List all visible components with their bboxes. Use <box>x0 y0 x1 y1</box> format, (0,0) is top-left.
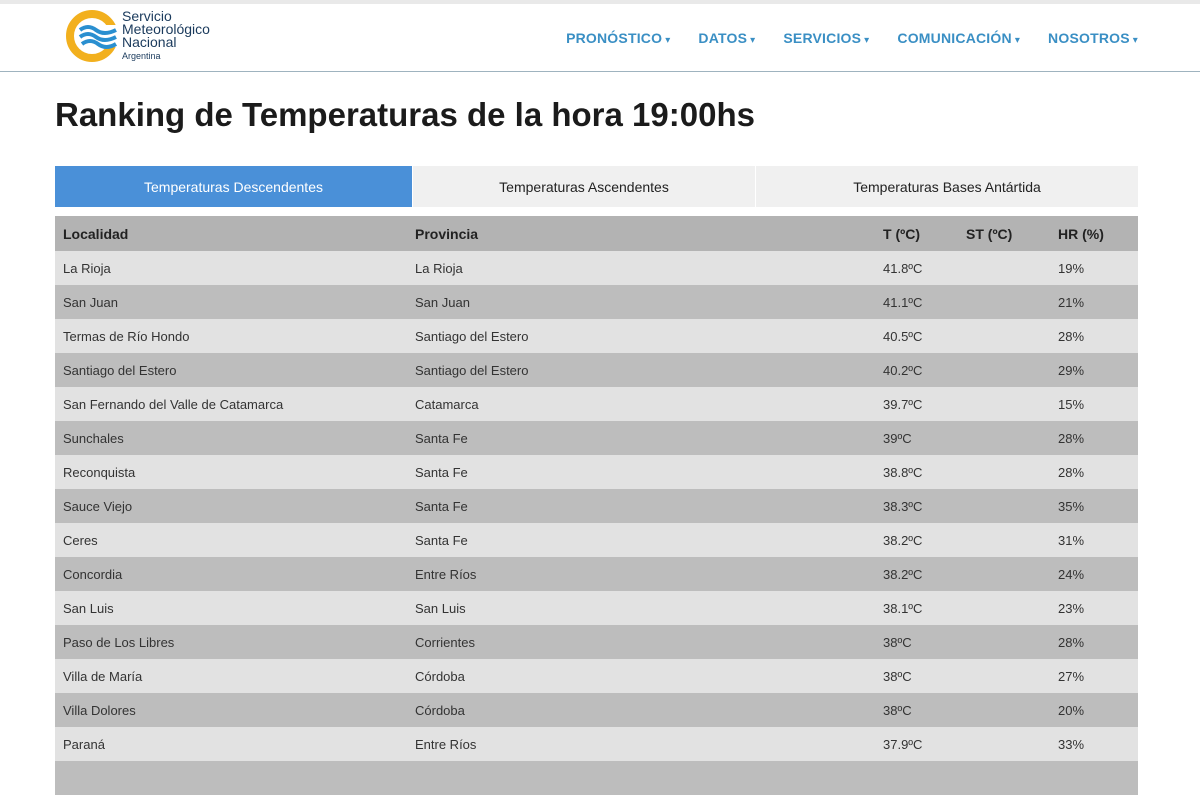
nav-nosotros[interactable] <box>1048 30 1138 46</box>
cell-provincia <box>407 761 875 795</box>
cell-sensacion-termica <box>958 489 1050 523</box>
cell-sensacion-termica <box>958 557 1050 591</box>
caret-down-icon: ▾ <box>1014 35 1021 46</box>
table-row <box>55 761 1138 795</box>
cell-temperatura: 38.2ºC <box>875 557 958 591</box>
cell-localidad: Sunchales <box>55 421 407 455</box>
temperature-ranking-table <box>55 216 1138 795</box>
cell-humedad: 33% <box>1050 727 1138 761</box>
nav-label: DATOS <box>698 30 748 46</box>
cell-sensacion-termica <box>958 455 1050 489</box>
cell-sensacion-termica <box>958 285 1050 319</box>
cell-provincia: Santiago del Estero <box>407 319 875 353</box>
cell-localidad: Santiago del Estero <box>55 353 407 387</box>
cell-sensacion-termica <box>958 625 1050 659</box>
cell-provincia: Santa Fe <box>407 421 875 455</box>
page-title: Ranking de Temperaturas de la hora 19:00hs <box>55 96 755 133</box>
cell-humedad: 28% <box>1050 625 1138 659</box>
cell-humedad: 28% <box>1050 319 1138 353</box>
cell-localidad: Villa Dolores <box>55 693 407 727</box>
cell-localidad: Ceres <box>55 523 407 557</box>
cell-sensacion-termica <box>958 761 1050 795</box>
cell-humedad: 35% <box>1050 489 1138 523</box>
cell-provincia: Entre Ríos <box>407 557 875 591</box>
cell-temperatura: 38ºC <box>875 693 958 727</box>
header-provincia: Provincia <box>407 216 875 251</box>
cell-localidad: San Juan <box>55 285 407 319</box>
cell-localidad: La Rioja <box>55 251 407 285</box>
header-temperatura: T (ºC) <box>875 216 958 251</box>
cell-sensacion-termica <box>958 727 1050 761</box>
header-sensacion-termica: ST (ºC) <box>958 216 1050 251</box>
cell-sensacion-termica <box>958 591 1050 625</box>
cell-localidad: Reconquista <box>55 455 407 489</box>
table-body <box>55 251 1138 795</box>
cell-localidad: Sauce Viejo <box>55 489 407 523</box>
logo-text <box>122 7 210 63</box>
cell-localidad: San Fernando del Valle de Catamarca <box>55 387 407 421</box>
caret-down-icon: ▾ <box>750 35 756 46</box>
nav-label: PRONÓSTICO <box>566 30 663 46</box>
nav-servicios[interactable] <box>783 30 869 46</box>
table-row <box>55 353 1138 387</box>
caret-down-icon: ▾ <box>665 35 671 46</box>
smn-logo-icon <box>64 8 120 64</box>
table-row <box>55 489 1138 523</box>
top-navbar <box>0 0 1200 72</box>
cell-provincia: Corrientes <box>407 625 875 659</box>
tab-temperaturas-antartida[interactable]: Temperaturas Bases Antártida <box>853 178 1041 195</box>
cell-humedad: 29% <box>1050 353 1138 387</box>
cell-humedad: 19% <box>1050 251 1138 285</box>
cell-temperatura: 38.1ºC <box>875 591 958 625</box>
table-row <box>55 455 1138 489</box>
cell-humedad: 31% <box>1050 523 1138 557</box>
cell-temperatura: 40.5ºC <box>875 319 958 353</box>
nav-label: SERVICIOS <box>783 30 862 46</box>
table-row <box>55 387 1138 421</box>
table-row <box>55 251 1138 285</box>
cell-humedad: 23% <box>1050 591 1138 625</box>
cell-sensacion-termica <box>958 353 1050 387</box>
cell-provincia: Entre Ríos <box>407 727 875 761</box>
cell-humedad: 28% <box>1050 421 1138 455</box>
cell-temperatura: 39.7ºC <box>875 387 958 421</box>
smn-logo[interactable] <box>64 8 210 64</box>
table-header-row <box>55 216 1138 251</box>
cell-humedad: 20% <box>1050 693 1138 727</box>
main-nav <box>538 30 1138 46</box>
logo-line-2: Meteorológico <box>122 20 210 37</box>
cell-localidad: Paso de Los Libres <box>55 625 407 659</box>
nav-datos[interactable] <box>698 30 755 46</box>
table-row <box>55 659 1138 693</box>
cell-sensacion-termica <box>958 319 1050 353</box>
table-row <box>55 319 1138 353</box>
nav-label: COMUNICACIÓN <box>897 30 1012 46</box>
ranking-tabs <box>55 166 1138 207</box>
nav-pronostico[interactable] <box>566 30 670 46</box>
caret-down-icon: ▾ <box>1132 35 1138 46</box>
logo-line-3: Nacional <box>122 33 177 50</box>
cell-temperatura: 38ºC <box>875 625 958 659</box>
cell-temperatura <box>875 761 958 795</box>
cell-temperatura: 37.9ºC <box>875 727 958 761</box>
cell-provincia: Córdoba <box>407 693 875 727</box>
cell-sensacion-termica <box>958 387 1050 421</box>
cell-temperatura: 41.1ºC <box>875 285 958 319</box>
cell-temperatura: 38.2ºC <box>875 523 958 557</box>
cell-provincia: Santa Fe <box>407 455 875 489</box>
table-row <box>55 285 1138 319</box>
cell-provincia: La Rioja <box>407 251 875 285</box>
table-row <box>55 625 1138 659</box>
tab-temperaturas-descendentes[interactable]: Temperaturas Descendentes <box>55 166 413 207</box>
table-row <box>55 727 1138 761</box>
cell-provincia: Catamarca <box>407 387 875 421</box>
logo-line-1: Servicio <box>122 7 172 24</box>
cell-localidad: Paraná <box>55 727 407 761</box>
cell-humedad: 24% <box>1050 557 1138 591</box>
cell-provincia: San Luis <box>407 591 875 625</box>
cell-provincia: Santa Fe <box>407 489 875 523</box>
cell-temperatura: 41.8ºC <box>875 251 958 285</box>
logo-line-4: Argentina <box>122 50 161 61</box>
cell-sensacion-termica <box>958 693 1050 727</box>
header-localidad: Localidad <box>55 216 407 251</box>
nav-comunicacion[interactable] <box>897 30 1020 46</box>
cell-humedad: 15% <box>1050 387 1138 421</box>
table-row <box>55 557 1138 591</box>
cell-humedad: 27% <box>1050 659 1138 693</box>
cell-sensacion-termica <box>958 421 1050 455</box>
cell-temperatura: 39ºC <box>875 421 958 455</box>
cell-sensacion-termica <box>958 523 1050 557</box>
table-row <box>55 523 1138 557</box>
cell-localidad: Concordia <box>55 557 407 591</box>
cell-temperatura: 38.3ºC <box>875 489 958 523</box>
cell-temperatura: 38.8ºC <box>875 455 958 489</box>
cell-localidad <box>55 761 407 795</box>
tab-temperaturas-ascendentes[interactable]: Temperaturas Ascendentes <box>413 166 756 207</box>
cell-localidad: Villa de María <box>55 659 407 693</box>
table-row <box>55 591 1138 625</box>
cell-humedad <box>1050 761 1138 795</box>
cell-humedad: 28% <box>1050 455 1138 489</box>
cell-sensacion-termica <box>958 251 1050 285</box>
cell-localidad: San Luis <box>55 591 407 625</box>
cell-temperatura: 40.2ºC <box>875 353 958 387</box>
cell-provincia: Santiago del Estero <box>407 353 875 387</box>
header-humedad: HR (%) <box>1050 216 1138 251</box>
cell-provincia: Santa Fe <box>407 523 875 557</box>
cell-provincia: San Juan <box>407 285 875 319</box>
cell-localidad: Termas de Río Hondo <box>55 319 407 353</box>
cell-provincia: Córdoba <box>407 659 875 693</box>
cell-humedad: 21% <box>1050 285 1138 319</box>
table-row <box>55 693 1138 727</box>
cell-sensacion-termica <box>958 659 1050 693</box>
nav-label: NOSOTROS <box>1048 30 1130 46</box>
cell-temperatura: 38ºC <box>875 659 958 693</box>
caret-down-icon: ▾ <box>864 35 870 46</box>
table-row <box>55 421 1138 455</box>
